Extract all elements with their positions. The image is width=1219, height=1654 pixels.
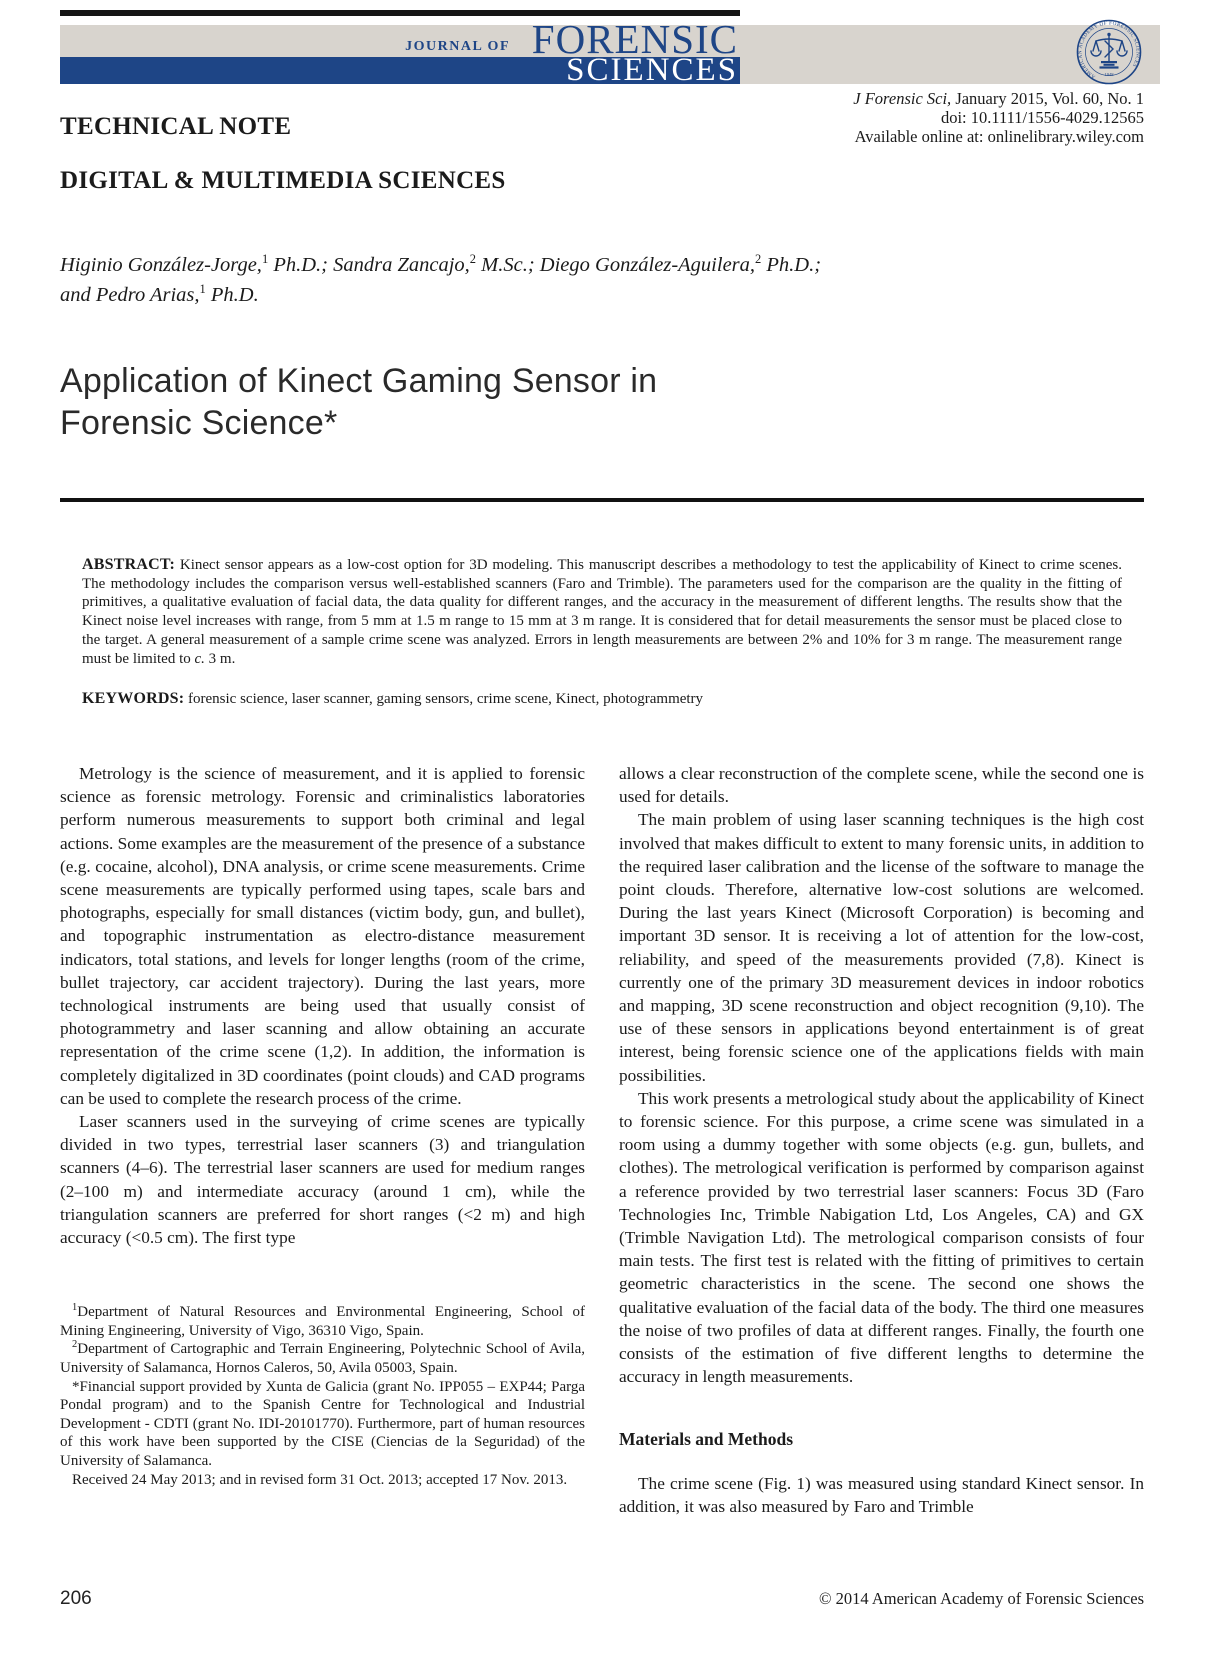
journal-abbrev: J Forensic Sci, bbox=[853, 89, 952, 108]
author-2-degree: M.Sc.; bbox=[476, 254, 540, 276]
body-paragraph: This work presents a metrological study about the applicability of Kinect to forensic science. For this purpose, a crime scene was simulated in a room using a dummy together with some objects (e.g. gun, bullets, and clothes). The metrological verification is performed by comparison against a reference provided by two terrestrial laser scanners: Focus 3D (Faro Technologies Inc, Trimble Nabigation Ltd, Los Angeles, CA) and GX (Trimble Navigation Ltd). The metrological comparison consists of four main tests. The first test is related with the fitting of primitives to certain geometric characteristics in the scene. The second one shows the qualitative evaluation of the facial data of the body. The third one measures the noise of two profiles of data at different ranges. Finally, the fourth one consists of the estimation of five different lengths to determine the accuracy in length measurements. bbox=[619, 1088, 1144, 1387]
footnote-affiliation-1 bbox=[60, 1303, 585, 1340]
author-4: and Pedro Arias, bbox=[60, 284, 200, 306]
aafs-seal-icon bbox=[1076, 19, 1142, 85]
author-3-degree: Ph.D.; bbox=[761, 254, 822, 276]
citation-block bbox=[644, 90, 1144, 146]
availability-line: Available online at: onlinelibrary.wiley.com bbox=[854, 126, 1144, 146]
author-list bbox=[60, 250, 1060, 310]
footnote-3-text: Financial support provided by Xunta de Galicia (grant No. IPP055 – EXP44; Parga Pondal program) and to the Spanish Centre for Technological and Industrial Development - CDTI (grant No. IDI-20101770). Furthermore, part of human resources of this work have been supported by the CISE (Ciencias de la Seguridad) of the University of Salamanca. bbox=[60, 1378, 585, 1470]
body-paragraph: Laser scanners used in the surveying of crime scenes are typically divided in two types, terrestrial laser scanners (3) and triangulation scanners (4–6). The terrestrial laser scanners are used for medium ranges (2–100 m) and intermediate accuracy (around 1 cm), while the triangulation scanners are preferred for short ranges (<2 m) and high accuracy (<0.5 cm). The first type bbox=[60, 1112, 585, 1248]
banner-journal-of: JOURNAL OF bbox=[405, 39, 510, 54]
footnote-funding bbox=[60, 1378, 585, 1471]
right-column bbox=[619, 762, 1144, 1518]
keywords-paragraph bbox=[82, 690, 1122, 709]
materials-and-methods-heading: Materials and Methods bbox=[619, 1429, 794, 1450]
banner-title-sciences: SCIENCES bbox=[566, 52, 738, 88]
footnote-2-marker: 2 bbox=[72, 1339, 78, 1351]
body-paragraph: Metrology is the science of measurement, and it is applied to forensic science as forensic metrology. Forensic and criminalistics laboratories perform numerous measurements to support both criminal and legal actions. Some examples are the measurement of the presence of a substance (e.g. cocaine, alcohol), DNA analysis, or crime scene measurements. Crime scene measurements are typically performed using tapes, scale bars and photographs, especially for small distances (victim body, gun, and bullet), and topographic instrumentation as electro-distance measurement indicators, total stations, and levels for longer lengths (room of the crime, bullet trajectory, car accident trajectory). During the last years, more technological instruments are being used that usually consist of photogrammetry and laser scanning and allow obtaining an accurate representation of the crime scene (1,2). In addition, the information is completely digitalized in 3D coordinates (point clouds) and CAD programs can be used to complete the research process of the crime. bbox=[60, 764, 585, 1108]
page-footer bbox=[60, 1588, 1144, 1610]
author-line-2 bbox=[60, 280, 1060, 310]
banner-title-forensic: FORENSIC bbox=[531, 16, 738, 62]
author-2-affiliation-mark: 2 bbox=[469, 252, 477, 267]
citation-line bbox=[644, 90, 1144, 109]
left-column bbox=[60, 762, 585, 1518]
keywords-text: forensic science, laser scanner, gaming sensors, crime scene, Kinect, photogrammetry bbox=[184, 691, 704, 708]
abstract-paragraph bbox=[82, 556, 1122, 668]
title-divider-rule bbox=[60, 498, 1144, 502]
footnote-1-marker: 1 bbox=[72, 1302, 78, 1314]
author-2: Sandra Zancajo, bbox=[333, 254, 470, 276]
body-paragraph: The crime scene (Fig. 1) was measured using standard Kinect sensor. In addition, it was also measured by Faro and Trimble bbox=[619, 1473, 1144, 1516]
abstract-section bbox=[82, 556, 1122, 709]
author-3: Diego González-Aguilera, bbox=[539, 254, 756, 276]
abstract-text: Kinect sensor appears as a low-cost option for 3D modeling. This manuscript describes a methodology to test the applicability of Kinect to crime scenes. The methodology includes the comparison versus well-established scanners (Faro and Trimble). The parameters used for the comparison are the quality in the fitting of primitives, a qualitative evaluation of facial data, the data quality for different ranges, and the accuracy in the measurement of different lengths. The results show that the Kinect noise level increases with range, from 5 mm at 1.5 m range to 15 mm at 3 m range. It is considered that for detail measurements the sensor must be placed close to the target. A general measurement of a sample crime scene was analyzed. Errors in length measurements are between 2% and 10% for 3 m range. The measurement range must be limited to bbox=[82, 557, 1122, 667]
body-paragraph: The main problem of using laser scanning techniques is the high cost involved that makes difficult to extent to many forensic units, in addition to the required laser calibration and the license of the software to manage the point clouds. Therefore, alternative low-cost solutions are welcomed. During the last years Kinect (Microsoft Corporation) is becoming and important 3D sensor. It is receiving a lot of attention for the low-cost, reliability, and speed of the measurements provided (7,8). Kinect is currently one of the primary 3D measurement devices in indoor robotics and mapping, 3D scene reconstruction and object recognition (9,10). The use of these sensors in applications beyond entertainment is of great interest, being forensic science one of the applications fields with main possibilities. bbox=[619, 810, 1144, 1085]
svg-text:AMERICAN ACADEMY OF FORENSIC S: AMERICAN ACADEMY OF FORENSIC SCIENCES bbox=[1077, 20, 1141, 80]
citation-rest: January 2015, Vol. 60, No. 1 bbox=[951, 89, 1144, 108]
article-title bbox=[60, 360, 820, 444]
footnote-1-text: Department of Natural Resources and Environmental Engineering, School of Mining Engineering, University of Vigo, 36310 Vigo, Spain. bbox=[60, 1304, 585, 1339]
article-title-line-1: Application of Kinect Gaming Sensor in bbox=[60, 362, 658, 400]
copyright-notice: © 2014 American Academy of Forensic Sciences bbox=[818, 1589, 1144, 1608]
section-heading: DIGITAL & MULTIMEDIA SCIENCES bbox=[60, 167, 506, 194]
article-body bbox=[60, 762, 1144, 1518]
doi-line: doi: 10.1111/1556-4029.12565 bbox=[940, 107, 1144, 127]
author-1: Higinio González-Jorge, bbox=[60, 254, 262, 276]
author-line-1 bbox=[60, 250, 1060, 280]
footnote-2-text: Department of Cartographic and Terrain Engineering, Polytechnic School of Avila, University of Salamanca, Hornos Caleros, 50, Avila 05003, Spain. bbox=[60, 1341, 585, 1377]
keywords-label: KEYWORDS: bbox=[82, 690, 185, 708]
footnote-received-dates: Received 24 May 2013; and in revised form 31 Oct. 2013; accepted 17 Nov. 2013. bbox=[72, 1471, 568, 1488]
body-paragraph: allows a clear reconstruction of the complete scene, while the second one is used for details. bbox=[619, 764, 1144, 807]
seal-year: 1948 bbox=[1104, 72, 1114, 77]
author-4-affiliation-mark: 1 bbox=[199, 282, 206, 297]
footnotes-block bbox=[60, 1303, 585, 1489]
footnote-3-marker: * bbox=[72, 1378, 80, 1395]
author-1-degree: Ph.D.; bbox=[268, 254, 334, 276]
author-4-degree: Ph.D. bbox=[205, 284, 259, 306]
page-number: 206 bbox=[60, 1588, 92, 1609]
author-1-affiliation-mark: 1 bbox=[261, 252, 269, 267]
author-3-affiliation-mark: 2 bbox=[755, 252, 762, 267]
footnote-affiliation-2 bbox=[60, 1340, 585, 1377]
abstract-circa: c. bbox=[194, 650, 205, 667]
abstract-label: ABSTRACT: bbox=[82, 556, 176, 573]
abstract-text-end: 3 m. bbox=[204, 650, 236, 667]
article-title-line-2: Forensic Science* bbox=[60, 404, 338, 442]
article-type-heading: TECHNICAL NOTE bbox=[60, 113, 292, 140]
